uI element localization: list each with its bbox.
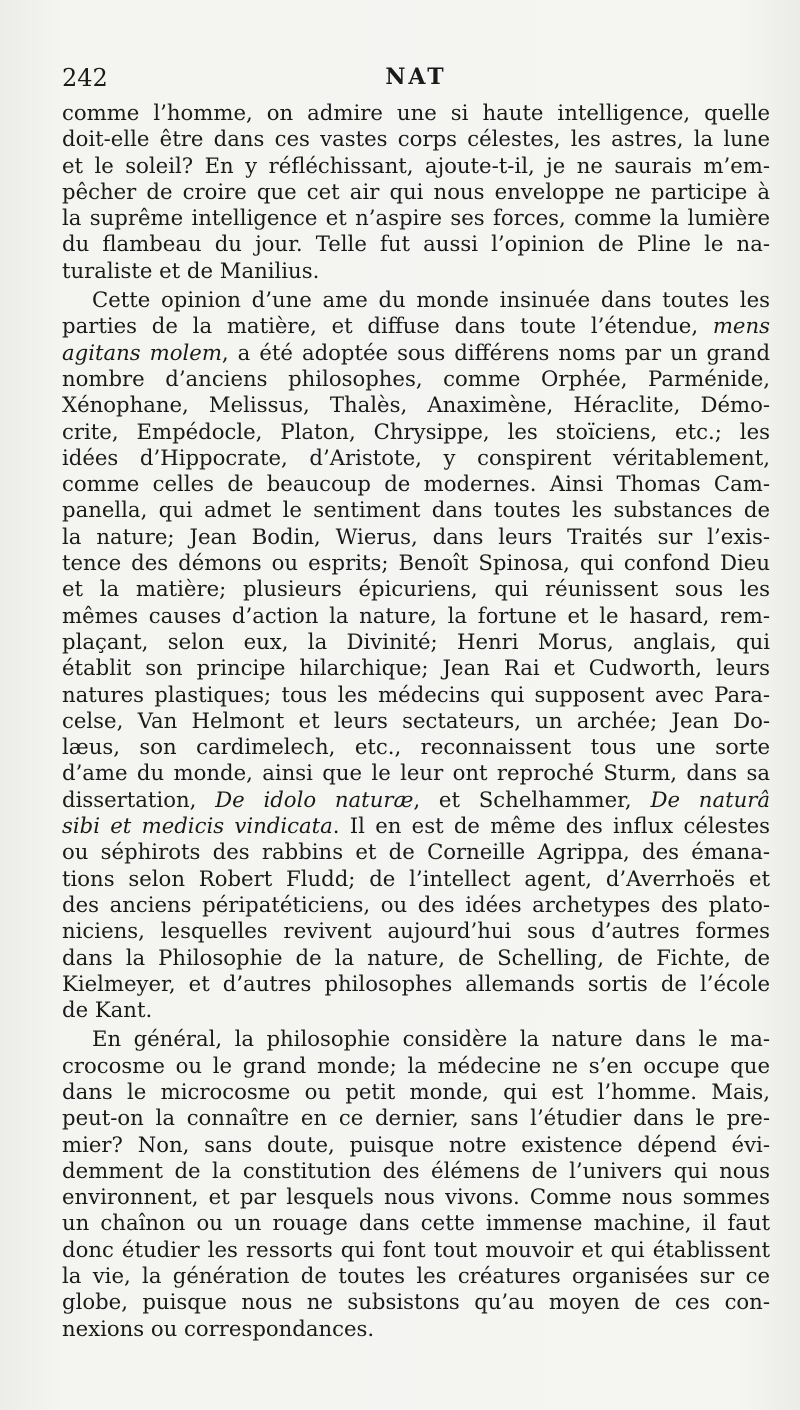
page-number: 242 (62, 64, 108, 92)
text-line: pêcher de croire que cet air qui nous enveloppe ne participe à (62, 178, 770, 204)
text-line: dissertation, De idolo naturæ, et Schelhammer, De naturâ (62, 786, 770, 812)
text-line: du flambeau du jour. Telle fut aussi l’opinion de Pline le na- (62, 231, 770, 257)
paragraph (62, 1026, 770, 1342)
text-line: turaliste et de Manilius. (62, 257, 320, 283)
text-line: la nature; Jean Bodin, Wierus, dans leurs Traités sur l’exis- (62, 523, 770, 549)
text-line: Kielmeyer, et d’autres philosophes allemands sortis de l’école (62, 970, 770, 996)
running-head: NAT (385, 64, 447, 90)
text-line: dans le microcosme ou petit monde, qui est l’homme. Mais, (62, 1078, 770, 1104)
page-header (62, 64, 770, 100)
text-line: et la matière; plusieurs épicuriens, qui réunissent sous les (62, 576, 770, 602)
text-line: natures plastiques; tous les médecins qui supposent avec Para- (62, 681, 770, 707)
text-line: ou séphirots des rabbins et de Corneille Agrippa, des émana- (62, 839, 770, 865)
text-line: et le soleil? En y réfléchissant, ajoute-t-il, je ne saurais m’em- (62, 152, 770, 178)
text-line: peut-on la connaître en ce dernier, sans l’étudier dans le pre- (62, 1105, 770, 1131)
text-line: idées d’Hippocrate, d’Aristote, y conspirent véritablement, (62, 444, 770, 470)
text-line: celse, Van Helmont et leurs sectateurs, un archée; Jean Do- (62, 707, 770, 733)
text-line: des anciens péripatéticiens, ou des idées archetypes des plato- (62, 891, 770, 917)
text-line: mêmes causes d’action la nature, la fortune et le hasard, rem- (62, 602, 770, 628)
text-line: comme celles de beaucoup de modernes. Ainsi Thomas Cam- (62, 471, 770, 497)
text-line: læus, son cardimelech, etc., reconnaissent tous une sorte (62, 734, 770, 760)
text-line: globe, puisque nous ne subsistons qu’au moyen de ces con- (62, 1289, 770, 1315)
text-line: la vie, la génération de toutes les créatures organisées sur ce (62, 1263, 770, 1289)
text-line: d’ame du monde, ainsi que le leur ont reproché Sturm, dans sa (62, 760, 770, 786)
text-line: établit son principe hilarchique; Jean Rai et Cudworth, leurs (62, 655, 770, 681)
text-line: Cette opinion d’une ame du monde insinuée dans toutes les (92, 287, 770, 313)
text-line: crite, Empédocle, Platon, Chrysippe, les stoïciens, etc.; les (62, 418, 770, 444)
text-line: parties de la matière, et diffuse dans toute l’étendue, mens (62, 313, 770, 339)
text-line: niciens, lesquelles revivent aujourd’hui sous d’autres formes (62, 918, 770, 944)
paragraph (62, 100, 770, 284)
text-line: crocosme ou le grand monde; la médecine ne s’en occupe que (62, 1052, 770, 1078)
text-line: En général, la philosophie considère la nature dans le ma- (92, 1026, 770, 1052)
text-line: tions selon Robert Fludd; de l’intellect agent, d’Averrhoës et (62, 865, 770, 891)
text-line: mier? Non, sans doute, puisque notre existence dépend évi- (62, 1131, 770, 1157)
text-line: nombre d’anciens philosophes, comme Orphée, Parménide, (62, 365, 770, 391)
text-line: comme l’homme, on admire une si haute intelligence, quelle (62, 100, 770, 125)
text-line: de Kant. (62, 997, 153, 1023)
text-line: environnent, et par lesquels nous vivons. Comme nous sommes (62, 1184, 770, 1210)
text-line: nexions ou correspondances. (62, 1315, 375, 1341)
text-line: tence des démons ou esprits; Benoît Spinosa, qui confond Dieu (62, 550, 770, 576)
text-line: Xénophane, Melissus, Thalès, Anaximène, Héraclite, Démo- (62, 392, 770, 418)
text-line: panella, qui admet le sentiment dans toutes les substances de (62, 497, 770, 523)
body-text (62, 100, 770, 1342)
text-line: donc étudier les ressorts qui font tout mouvoir et qui établissent (62, 1236, 770, 1262)
text-line: demment de la constitution des élémens de l’univers qui nous (62, 1157, 770, 1183)
text-line: agitans molem, a été adoptée sous différens noms par un grand (62, 339, 770, 365)
paragraph (62, 287, 770, 1023)
text-line: plaçant, selon eux, la Divinité; Henri Morus, anglais, qui (62, 628, 770, 654)
text-line: doit-elle être dans ces vastes corps célestes, les astres, la lune (62, 126, 770, 152)
text-line: dans la Philosophie de la nature, de Schelling, de Fichte, de (62, 944, 770, 970)
text-line: un chaînon ou un rouage dans cette immense machine, il faut (62, 1210, 770, 1236)
text-line: sibi et medicis vindicata. Il en est de même des influx célestes (62, 813, 770, 839)
text-line: la suprême intelligence et n’aspire ses forces, comme la lumière (62, 205, 770, 231)
